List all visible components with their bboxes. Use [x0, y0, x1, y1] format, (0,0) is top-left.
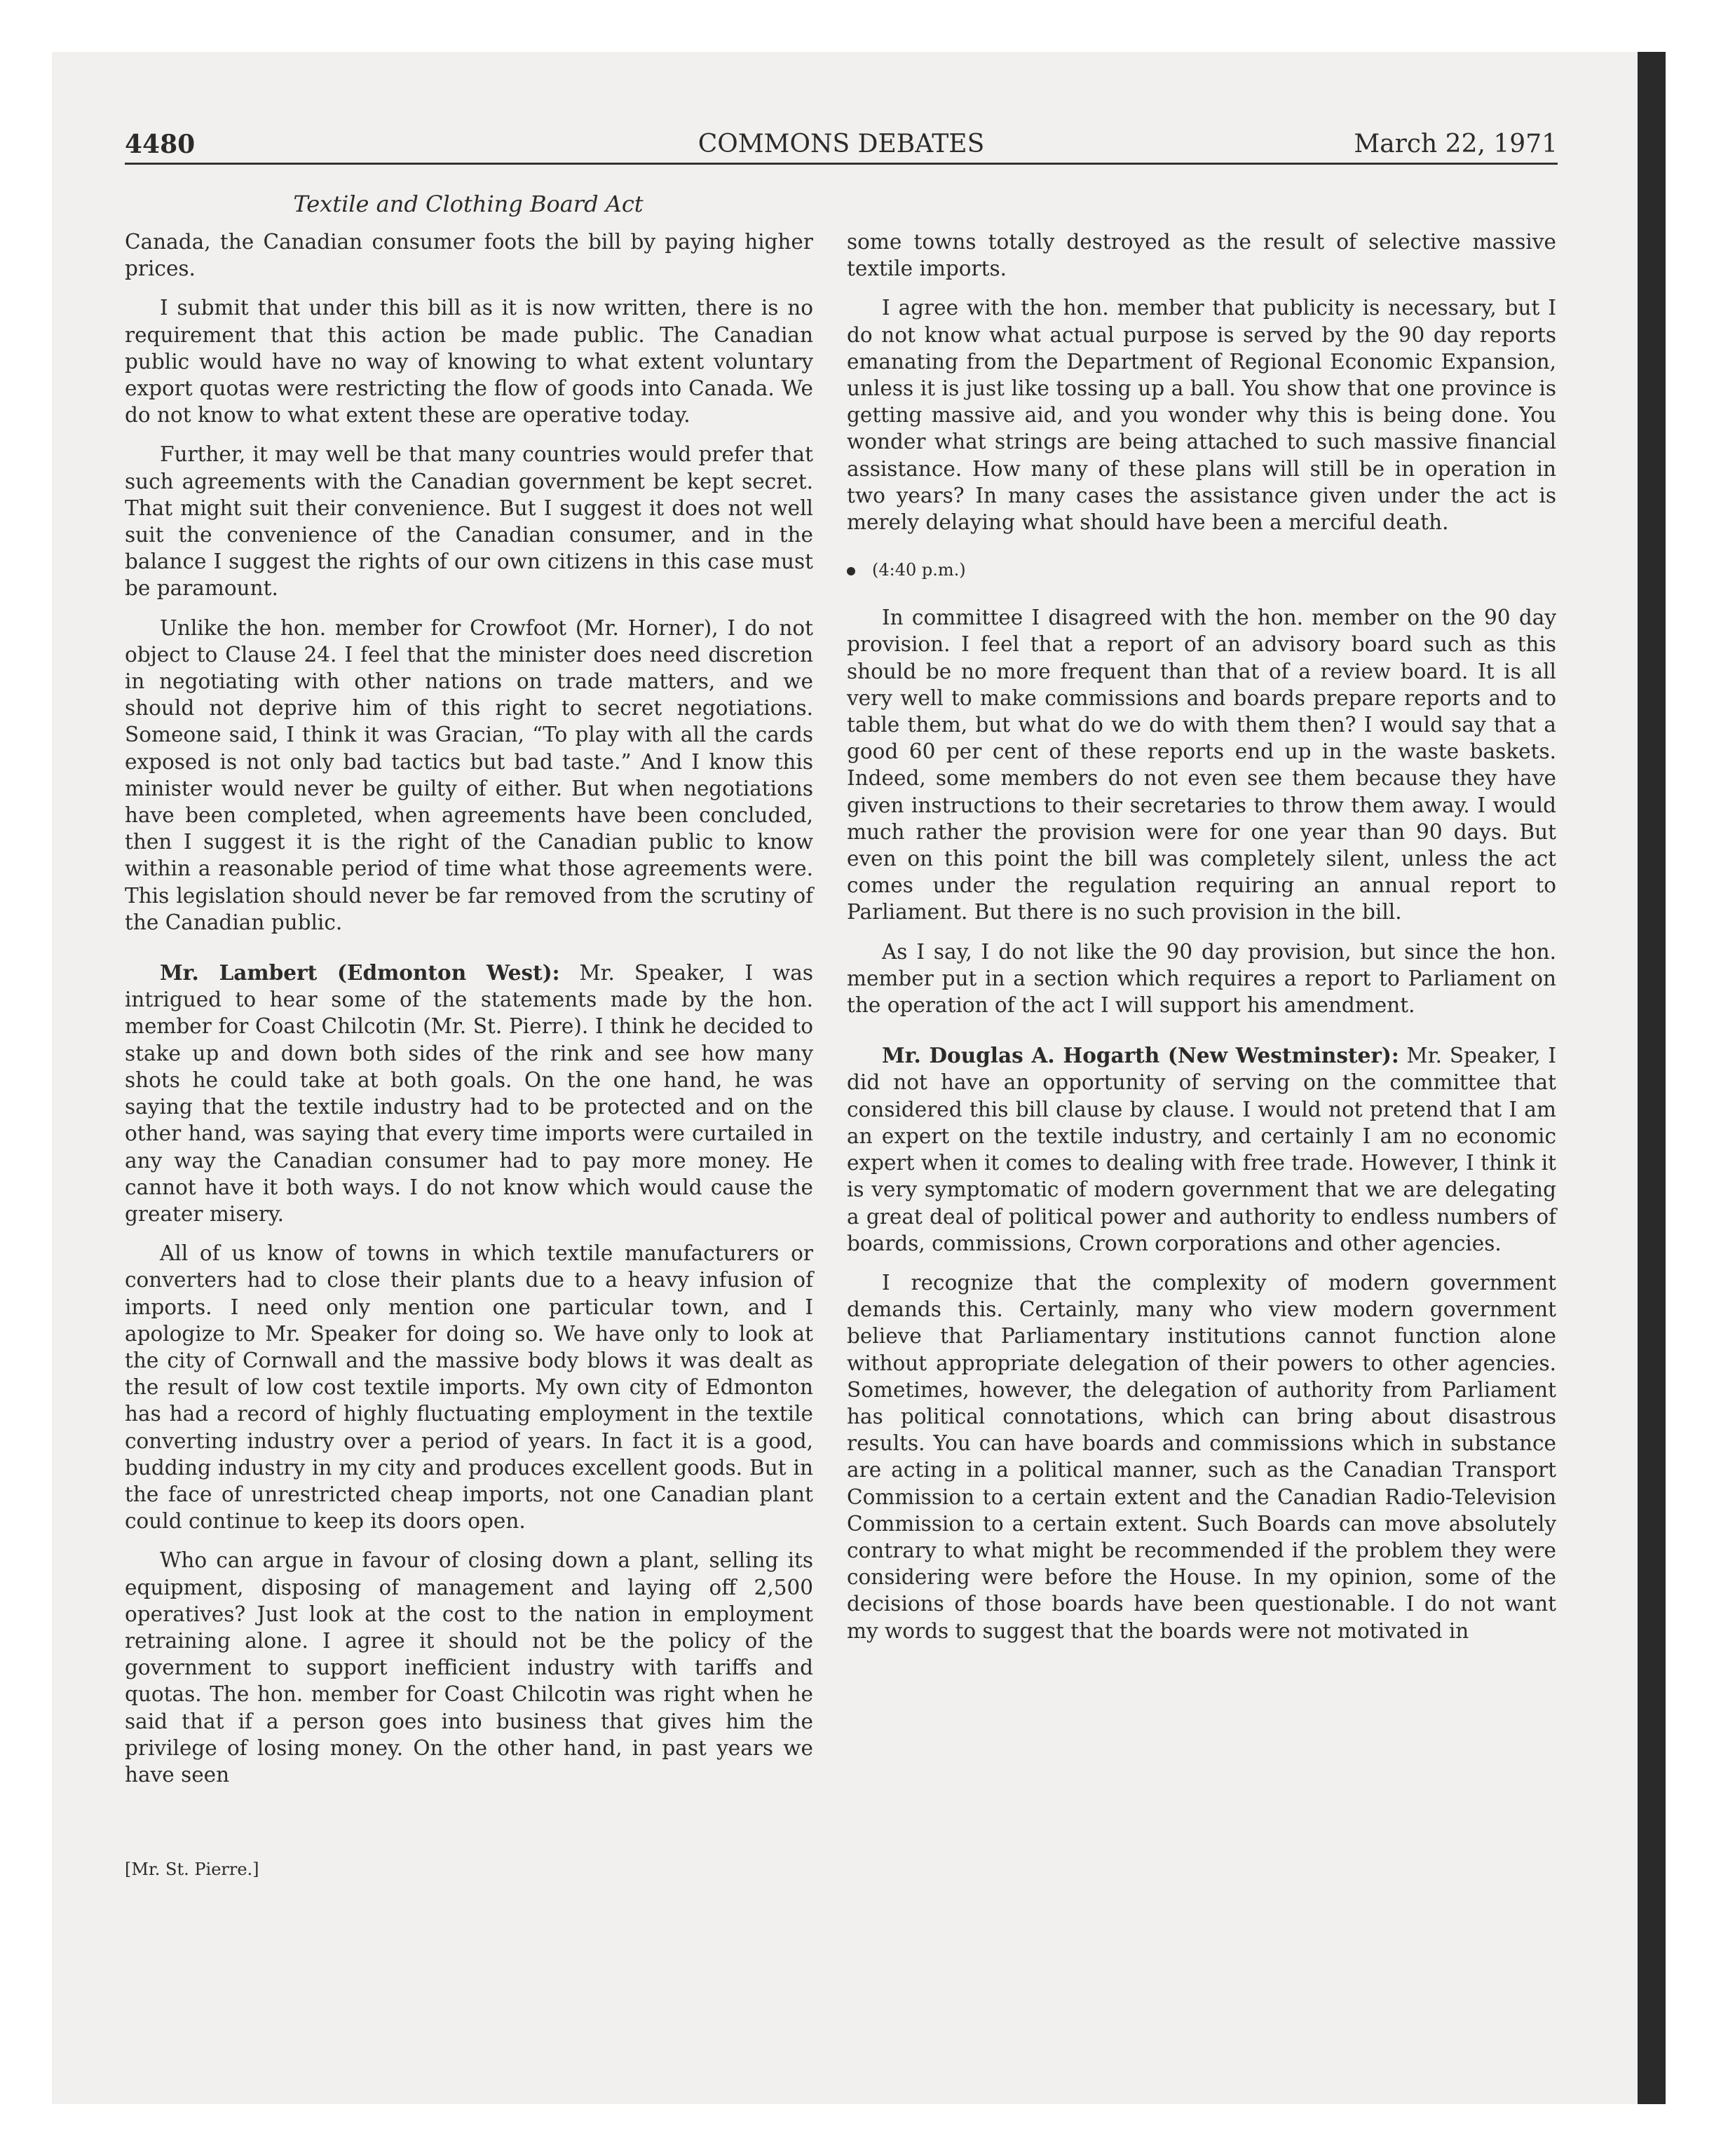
text-paragraph: I recognize that the complexity of modern government demands this. Certainly, many who view modern government believe that Parliamentary institutions cannot function alone without appropriate delegation of their powers to other agencies. Sometimes, however, the delegation of authority from Parliament has political connotations, which can bring about disastrous results. You can have boards and commissions which in substance are acting in a political manner, such as the Canadian Transport Commission to a certain extent and the Canadian Radio-Television Commission to a certain extent. Such Boards can move absolutely contrary to what might be recommended if the problem they were considering were before the House. In my opinion, some of the decisions of those boards have been questionable. I do not want my words to suggest that the boards were not motivated in — [847, 1270, 1556, 1643]
text-paragraph: Further, it may well be that many countries would prefer that such agreements with the Canadian government be kept secret. That might suit their convenience. But I suggest it does not well suit the convenience of the Canadian consumer, and in the balance I suggest the rights of our own citizens in this case must be paramount. — [125, 442, 813, 601]
text-paragraph: In committee I disagreed with the hon. member on the 90 day provision. I feel that a report of an advisory board such as this should be no more frequent than that of a review board. It is all very well to make commissions and boards prepare reports and to table them, but what do we do with them then? I would say that a good 60 per cent of these reports end up in the waste baskets. Indeed, some members do not even see them because they have given instructions to their secretaries to throw them away. I would much rather the provision were for one year than 90 days. But even on this point the bill was completely silent, unless the act comes under the regulation requiring an annual report to Parliament. But there is no such provision in the bill. — [847, 606, 1556, 925]
text-paragraph: As I say, I do not like the 90 day provision, but since the hon. member put in a section which requires a report to Parliament on the operation of the act I will support his amendment. — [847, 939, 1556, 1018]
text-paragraph: All of us know of towns in which textile manufacturers or converters had to close their plants due to a heavy infusion of imports. I need only mention one particular town, and I apologize to Mr. Speaker for doing so. We have only to look at the city of Cornwall and the massive body blows it was dealt as the result of low cost textile imports. My own city of Edmonton has had a record of highly fluctuating employment in the textile converting industry over a period of years. In fact it is a good, budding industry in my city and produces excellent goods. But in the face of unrestricted cheap imports, not one Canadian plant could continue to keep its doors open. — [125, 1241, 813, 1534]
speech-paragraph — [847, 1042, 1556, 1257]
running-head: Textile and Clothing Board Act — [293, 191, 644, 217]
speech-text: Mr. Speaker, I was intrigued to hear some of the statements made by the hon. member for Coast Chilcotin (Mr. St. Pierre). I think he decided to stake up and down both sides of the rink and see how many shots he could take at both goals. On the one hand, he was saying that the textile industry had to be protected and on the other hand, was saying that every time imports were curtailed in any way the Canadian consumer had to pay more money. He cannot have it both ways. I do not know which would cause the greater misery. — [125, 961, 813, 1226]
scanner-edge-shadow — [1638, 52, 1666, 2104]
right-column — [847, 228, 1556, 1644]
text-paragraph: some towns totally destroyed as the result of selective massive textile imports. — [847, 230, 1556, 281]
time-stamp-text: (4:40 p.m.) — [872, 560, 966, 580]
speaker-name: Mr. Douglas A. Hogarth (New Westminster): — [882, 1043, 1399, 1068]
time-stamp — [847, 557, 1556, 583]
speech-text: Mr. Speaker, I did not have an opportunity of serving on the committee that considered this bill clause by clause. I would not pretend that I am an expert on the textile industry, and certainly I am no economic expert when it comes to dealing with free trade. However, I think it is very symptomatic of modern government that we are delegating a great deal of political power and authority to endless numbers of boards, commissions, Crown corporations and other agencies. — [847, 1044, 1556, 1255]
footer-note: [Mr. St. Pierre.] — [125, 1860, 259, 1879]
text-paragraph: Who can argue in favour of closing down a plant, selling its equipment, disposing of management and laying off 2,500 operatives? Just look at the cost to the nation in employment retraining alone. I agree it should not be the policy of the government to support inefficient industry with tariffs and quotas. The hon. member for Coast Chilcotin was right when he said that if a person goes into business that gives him the privilege of losing money. On the other hand, in past years we have seen — [125, 1548, 813, 1787]
bullet-icon — [847, 567, 855, 575]
speech-paragraph — [125, 960, 813, 1227]
page-number: 4480 — [125, 130, 196, 159]
publication-title: COMMONS DEBATES — [698, 130, 985, 158]
text-paragraph: Canada, the Canadian consumer foots the bill by paying higher prices. — [125, 230, 813, 281]
speaker-name: Mr. Lambert (Edmonton West): — [160, 960, 560, 985]
page-date: March 22, 1971 — [1354, 130, 1558, 158]
text-paragraph: I submit that under this bill as it is now written, there is no requirement that this action be made public. The Canadian public would have no way of knowing to what extent voluntary export quotas were restricting the flow of goods into Canada. We do not know to what extent these are operative today. — [125, 296, 813, 428]
page-header — [125, 126, 1558, 165]
text-paragraph: I agree with the hon. member that publicity is necessary, but I do not know what actual purpose is served by the 90 day reports emanating from the Department of Regional Economic Expansion, unless it is just like tossing up a ball. You show that one province is getting massive aid, and you wonder why this is being done. You wonder what strings are being attached to such massive financial assistance. How many of these plans will still be in operation in two years? In many cases the assistance given under the act is merely delaying what should have been a merciful death. — [847, 296, 1556, 535]
text-paragraph: Unlike the hon. member for Crowfoot (Mr. Horner), I do not object to Clause 24. I feel that the minister does need discretion in negotiating with other nations on trade matters, and we should not deprive him of this right to secret negotiations. Someone said, I think it was Gracian, “To play with all the cards exposed is not only bad tactics but bad taste.” And I know this minister would never be guilty of either. But when negotiations have been completed, when agreements have been concluded, then I suggest it is the right of the Canadian public to know within a reasonable period of time what those agreements were. This legislation should never be far removed from the scrutiny of the Canadian public. — [125, 615, 813, 934]
hansard-page — [125, 126, 1558, 1920]
left-column — [125, 228, 813, 1788]
